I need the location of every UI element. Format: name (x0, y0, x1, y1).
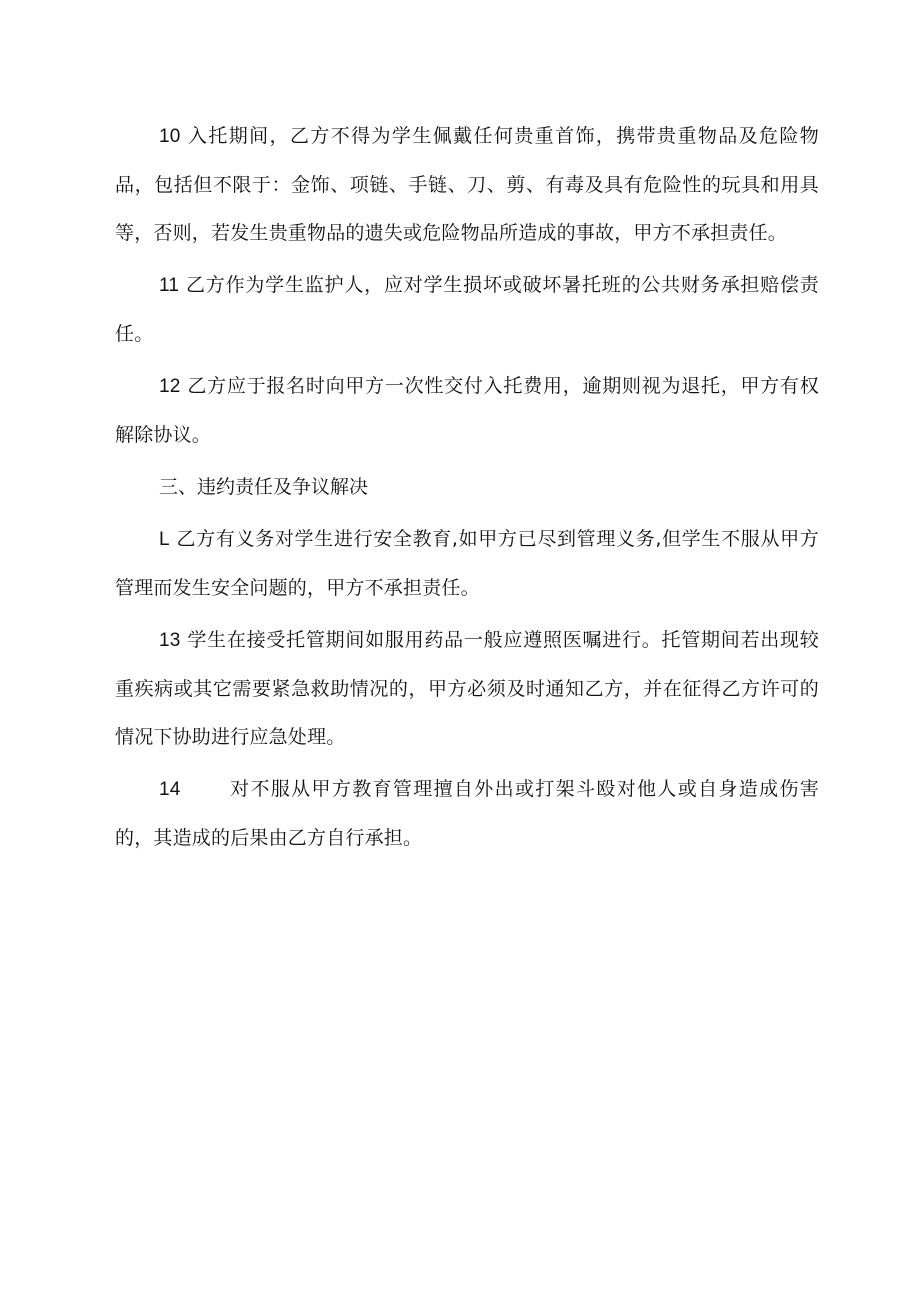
clause-number: 14 (159, 779, 181, 800)
clause-number: 12 (159, 376, 181, 397)
clause-text: 乙方应于报名时向甲方一次性交付入托费用，逾期则视为退托，甲方有权解除协议。 (115, 375, 819, 446)
clause-text: 学生在接受托管期间如服用药品一般应遵照医嘱进行。托管期间若出现较重疾病或其它需要紧急救助情况的，甲方必须及时通知乙方，并在征得乙方许可的情况下协助进行应急处理。 (115, 629, 819, 748)
clause-text: 入托期间，乙方不得为学生佩戴任何贵重首饰，携带贵重物品及危险物品，包括但不限于：金饰、项链、手链、刀、剪、有毒及具有危险性的玩具和用具等，否则，若发生贵重物品的遗失或危险物品所造成的事故，甲方不承担责任。 (115, 125, 819, 244)
clause-l (115, 515, 819, 612)
clause-number: 13 (159, 630, 181, 651)
clause-text: 乙方作为学生监护人，应对学生损坏或破坏暑托班的公共财务承担赔偿责任。 (115, 274, 819, 345)
clause-12 (115, 362, 819, 459)
clause-13 (115, 616, 819, 761)
document-body (115, 112, 819, 866)
clause-number: L (159, 529, 170, 550)
clause-number: 11 (159, 275, 180, 296)
clause-10 (115, 112, 819, 257)
clause-text: 对不服从甲方教育管理擅自外出或打架斗殴对他人或自身造成伤害的，其造成的后果由乙方自行承担。 (115, 778, 819, 849)
section-heading: 三、违约责任及争议解决 (159, 476, 369, 498)
clause-14 (115, 765, 819, 862)
clause-11 (115, 261, 819, 358)
clause-number: 10 (159, 126, 181, 147)
clause-text: 乙方有义务对学生进行安全教育,如甲方已尽到管理义务,但学生不服从甲方管理而发生安全问题的，甲方不承担责任。 (115, 528, 819, 599)
